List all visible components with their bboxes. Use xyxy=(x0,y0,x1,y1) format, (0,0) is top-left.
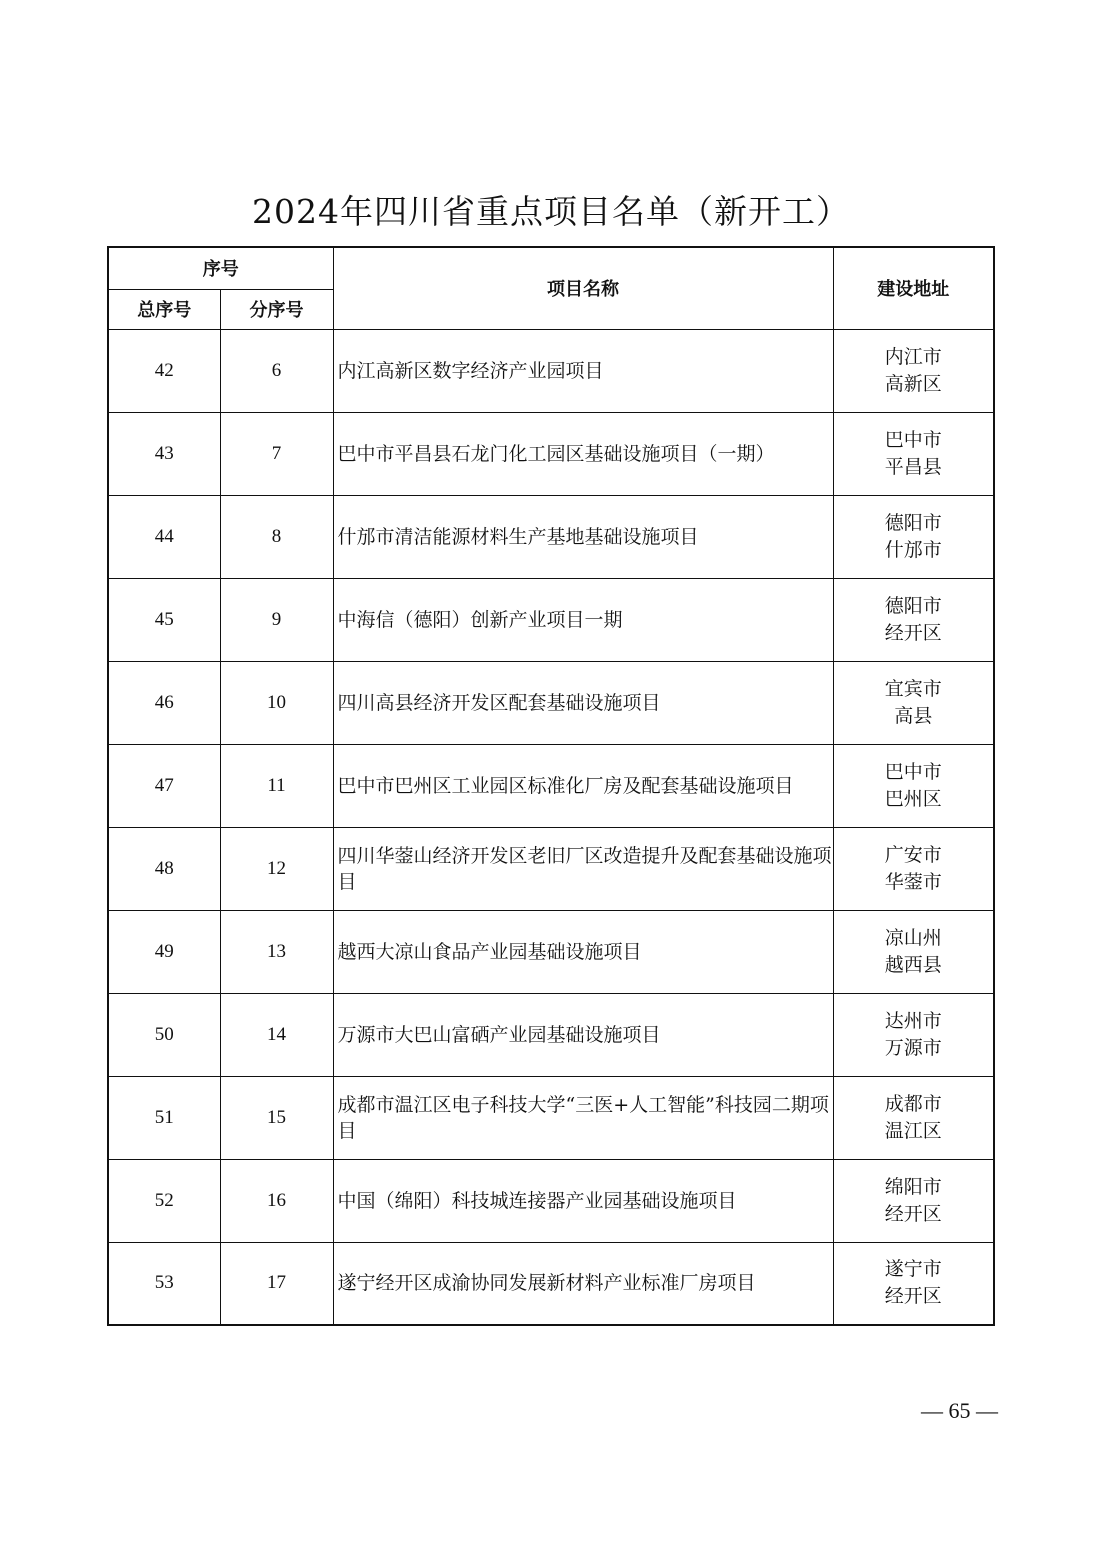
location-city: 成都市 xyxy=(884,1092,942,1115)
sub-seq-cell: 16 xyxy=(220,1159,333,1242)
location-district: 万源市 xyxy=(884,1036,942,1059)
table-row xyxy=(108,1159,994,1242)
location-cell xyxy=(833,1159,994,1242)
location-district: 越西县 xyxy=(884,953,942,976)
header-location: 建设地址 xyxy=(833,247,994,329)
table-row xyxy=(108,412,994,495)
project-name-cell: 四川高县经济开发区配套基础设施项目 xyxy=(333,661,833,744)
sub-seq-cell: 6 xyxy=(220,329,333,412)
sub-seq-cell: 13 xyxy=(220,910,333,993)
location-city: 遂宁市 xyxy=(884,1258,942,1281)
page-number: — 65 — xyxy=(921,1398,998,1423)
sub-seq-cell: 10 xyxy=(220,661,333,744)
location-district: 华蓥市 xyxy=(884,870,942,893)
sub-seq-cell: 15 xyxy=(220,1076,333,1159)
total-seq-cell: 53 xyxy=(108,1242,220,1325)
project-name-cell: 成都市温江区电子科技大学“三医+人工智能”科技园二期项目 xyxy=(333,1076,833,1159)
total-seq-cell: 43 xyxy=(108,412,220,495)
location-district: 温江区 xyxy=(884,1119,942,1142)
location-cell xyxy=(833,412,994,495)
table-row xyxy=(108,495,994,578)
location-district: 经开区 xyxy=(884,1202,942,1225)
total-seq-cell: 46 xyxy=(108,661,220,744)
location-district: 经开区 xyxy=(884,1285,942,1308)
total-seq-cell: 42 xyxy=(108,329,220,412)
project-name-cell: 中国（绵阳）科技城连接器产业园基础设施项目 xyxy=(333,1159,833,1242)
project-name-cell: 巴中市平昌县石龙门化工园区基础设施项目（一期） xyxy=(333,412,833,495)
location-city: 凉山州 xyxy=(884,926,942,949)
project-name-cell: 巴中市巴州区工业园区标准化厂房及配套基础设施项目 xyxy=(333,744,833,827)
project-name-cell: 中海信（德阳）创新产业项目一期 xyxy=(333,578,833,661)
total-seq-cell: 45 xyxy=(108,578,220,661)
location-city: 达州市 xyxy=(884,1009,942,1032)
location-cell xyxy=(833,827,994,910)
location-city: 绵阳市 xyxy=(884,1175,942,1198)
table-row xyxy=(108,578,994,661)
sub-seq-cell: 14 xyxy=(220,993,333,1076)
header-seq-group: 序号 xyxy=(108,247,333,289)
location-district: 经开区 xyxy=(884,621,942,644)
location-district: 平昌县 xyxy=(884,455,942,478)
total-seq-cell: 50 xyxy=(108,993,220,1076)
location-cell xyxy=(833,1242,994,1325)
table-row xyxy=(108,661,994,744)
project-name-cell: 遂宁经开区成渝协同发展新材料产业标准厂房项目 xyxy=(333,1242,833,1325)
location-city: 宜宾市 xyxy=(884,677,942,700)
project-name-cell: 内江高新区数字经济产业园项目 xyxy=(333,329,833,412)
location-cell xyxy=(833,661,994,744)
project-table xyxy=(107,246,995,1326)
project-name-cell: 万源市大巴山富硒产业园基础设施项目 xyxy=(333,993,833,1076)
total-seq-cell: 52 xyxy=(108,1159,220,1242)
location-cell xyxy=(833,495,994,578)
sub-seq-cell: 9 xyxy=(220,578,333,661)
total-seq-cell: 48 xyxy=(108,827,220,910)
table-row xyxy=(108,1076,994,1159)
table-row xyxy=(108,993,994,1076)
location-cell xyxy=(833,1076,994,1159)
location-district: 高新区 xyxy=(884,372,942,395)
total-seq-cell: 51 xyxy=(108,1076,220,1159)
header-project-name: 项目名称 xyxy=(333,247,833,329)
location-district: 什邡市 xyxy=(884,538,942,561)
total-seq-cell: 47 xyxy=(108,744,220,827)
table-row xyxy=(108,1242,994,1325)
location-city: 德阳市 xyxy=(884,511,942,534)
location-city: 德阳市 xyxy=(884,594,942,617)
sub-seq-cell: 7 xyxy=(220,412,333,495)
sub-seq-cell: 17 xyxy=(220,1242,333,1325)
page-title: 2024年四川省重点项目名单（新开工） xyxy=(252,192,850,231)
header-sub-seq: 分序号 xyxy=(220,289,333,329)
location-cell xyxy=(833,329,994,412)
location-district: 巴州区 xyxy=(884,787,942,810)
location-city: 巴中市 xyxy=(884,428,942,451)
project-name-cell: 四川华蓥山经济开发区老旧厂区改造提升及配套基础设施项目 xyxy=(333,827,833,910)
table-row xyxy=(108,329,994,412)
table-row xyxy=(108,827,994,910)
location-cell xyxy=(833,578,994,661)
sub-seq-cell: 8 xyxy=(220,495,333,578)
sub-seq-cell: 12 xyxy=(220,827,333,910)
total-seq-cell: 44 xyxy=(108,495,220,578)
location-cell xyxy=(833,993,994,1076)
location-cell xyxy=(833,744,994,827)
table-row xyxy=(108,910,994,993)
location-city: 内江市 xyxy=(884,345,942,368)
sub-seq-cell: 11 xyxy=(220,744,333,827)
table-row xyxy=(108,744,994,827)
total-seq-cell: 49 xyxy=(108,910,220,993)
project-name-cell: 越西大凉山食品产业园基础设施项目 xyxy=(333,910,833,993)
location-city: 巴中市 xyxy=(884,760,942,783)
header-total-seq: 总序号 xyxy=(108,289,220,329)
location-city: 广安市 xyxy=(884,843,942,866)
project-name-cell: 什邡市清洁能源材料生产基地基础设施项目 xyxy=(333,495,833,578)
location-cell xyxy=(833,910,994,993)
location-district: 高县 xyxy=(894,704,933,727)
